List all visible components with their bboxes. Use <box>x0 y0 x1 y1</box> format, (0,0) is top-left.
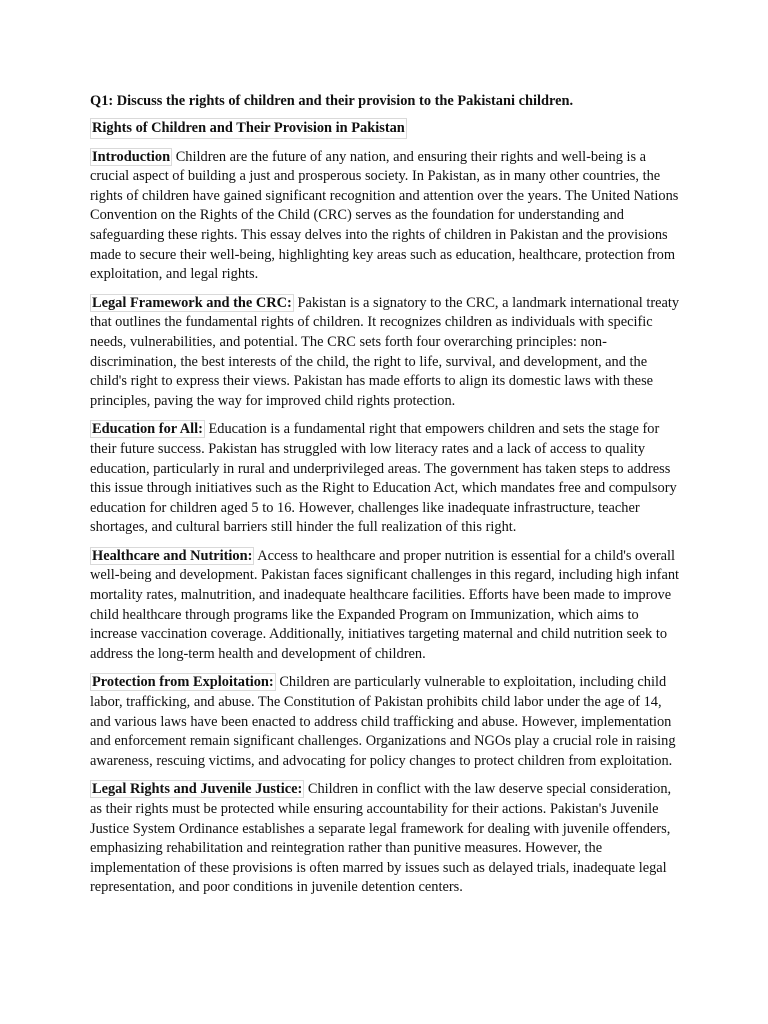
paragraph-heading: Legal Rights and Juvenile Justice: <box>92 781 303 798</box>
paragraph-protection <box>90 673 682 771</box>
essay-title: Rights of Children and Their Provision in Pakistan <box>90 118 407 139</box>
paragraph-heading: Protection from Exploitation: <box>92 674 274 691</box>
paragraph-heading: Introduction <box>92 148 171 165</box>
document-page <box>90 92 682 907</box>
paragraph-heading: Education for All: <box>92 421 203 438</box>
paragraph-text: Access to healthcare and proper nutrition is essential for a child's overall well-being and development. Pakistan faces significant challenges in this regard, including high infant mortality rates, malnutrition, and inadequate healthcare facilities. Efforts have been made to improve child healthcare through programs like the Expanded Program on Immunization, which aims to increase vaccination coverage. Additionally, initiatives targeting maternal and child nutrition seek to address the long-term health and development of children. <box>90 547 680 662</box>
paragraph-education <box>90 420 682 538</box>
paragraph-healthcare <box>90 547 682 665</box>
question-heading: Q1: Discuss the rights of children and their provision to the Pakistani children. <box>90 93 574 109</box>
paragraph-introduction <box>90 148 682 285</box>
paragraph-text: Children are the future of any nation, and ensuring their rights and well-being is a crucial aspect of building a just and prosperous society. In Pakistan, as in many other countries, the rights of children have gained significant recognition and attention over the years. The United Nations Convention on the Rights of the Child (CRC) serves as the foundation for understanding and safeguarding these rights. This essay delves into the rights of children in Pakistan and the provisions made to secure their well-being, highlighting key areas such as education, healthcare, protection from exploitation, and legal rights. <box>90 148 679 283</box>
paragraph-text: Children are particularly vulnerable to exploitation, including child labor, trafficking, and abuse. The Constitution of Pakistan prohibits child labor under the age of 14, and various laws have been enacted to address child trafficking and abuse. However, implementation and enforcement remain significant challenges. Organizations and NGOs play a crucial role in raising awareness, rescuing victims, and advocating for policy changes to protect children from exploitation. <box>90 674 676 769</box>
paragraph-text: Children in conflict with the law deserve special consideration, as their rights must be protected while ensuring accountability for their actions. Pakistan's Juvenile Justice System Ordinance establishes a separate legal framework for dealing with juvenile offenders, emphasizing rehabilitation and reintegration rather than punitive measures. However, the implementation of these provisions is often marred by issues such as delayed trials, inadequate legal representation, and poor conditions in juvenile detention centers. <box>90 781 672 896</box>
paragraph-text: Pakistan is a signatory to the CRC, a landmark international treaty that outlines the fundamental rights of children. It recognizes children as individuals with specific needs, vulnerabilities, and potential. The CRC sets forth four overarching principles: non-discrimination, the best interests of the child, the right to life, survival, and development, and the child's right to express their views. Pakistan has made efforts to align its domestic laws with these principles, paving the way for improved child rights protection. <box>90 294 680 409</box>
paragraph-legal-framework <box>90 294 682 412</box>
paragraph-juvenile-justice <box>90 780 682 898</box>
paragraph-text: Education is a fundamental right that empowers children and sets the stage for their future success. Pakistan has struggled with low literacy rates and a lack of access to quality education, particularly in rural and underprivileged areas. The government has taken steps to address this issue through initiatives such as the Right to Education Act, which mandates free and compulsory education for children aged 5 to 16. However, challenges like inadequate infrastructure, teacher shortages, and cultural barriers still hinder the full realization of this right. <box>90 421 677 536</box>
paragraph-heading: Healthcare and Nutrition: <box>92 547 253 564</box>
paragraph-heading: Legal Framework and the CRC: <box>92 294 292 311</box>
